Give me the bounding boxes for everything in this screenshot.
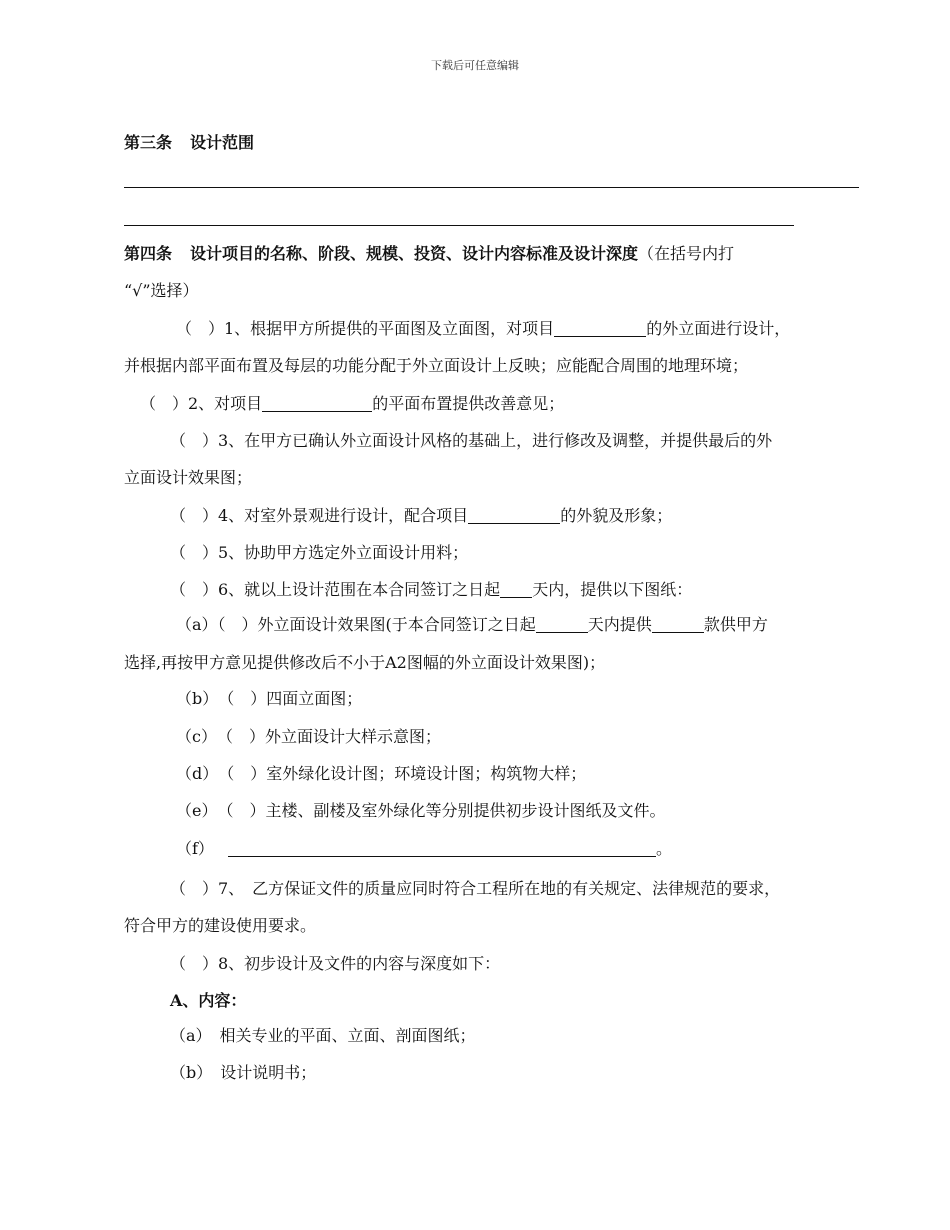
item7-line2: 符合甲方的建设使用要求。 [124,916,317,935]
article4-title: 第四条 [124,244,173,263]
item2-line [140,393,564,415]
item1-line2: 并根据内部平面布置及每层的功能分配于外立面设计上反映；应能配合周围的地理环境； [124,356,749,375]
article3-title: 第三条 [124,133,173,152]
item7-line1: （ ）7、 乙方保证文件的质量应同时符合工程所在地的有关规定、法律规范的要求， [170,879,781,898]
item1-text-b: 的外立面进行设计， [646,319,791,338]
subitem-f [176,838,672,860]
blank-line-1 [124,187,859,188]
contents-title: A、内容： [170,991,247,1010]
subitem-a-line2: 选择,再按甲方意见提供修改后不小于A2图幅的外立面设计效果图)； [124,653,606,672]
subitem-a-text-b: 天内提供 [587,615,652,634]
item3-line2: 立面设计效果图； [124,468,253,487]
subitem-e: （e） （ ）主楼、副楼及室外绿化等分别提供初步设计图纸及文件。 [176,801,666,820]
article4-heading-text: 设计项目的名称、阶段、规模、投资、设计内容标准及设计深度 [190,244,639,263]
article3-subtitle: 设计范围 [190,133,255,152]
days-blank-1 [500,581,532,598]
contents-a: （a） 相关专业的平面、立面、剖面图纸； [170,1026,476,1045]
item4-text-a: （ ）4、对室外景观进行设计，配合项目 [170,506,469,525]
item3-line1: （ ）3、在甲方已确认外立面设计风格的基础上，进行修改及调整，并提供最后的外 [170,431,773,450]
subitem-a-text-a: （a）（ ）外立面设计效果图(于本合同签订之日起 [176,615,536,634]
subitem-b: （b） （ ）四面立面图； [176,689,363,708]
item6-text-b: 天内，提供以下图纸： [532,580,693,599]
item2-text-a: （ ）2、对项目 [140,394,263,413]
count-blank [652,616,704,633]
item6-text-a: （ ）6、就以上设计范围在本合同签订之日起 [170,580,501,599]
project-name-blank-2 [262,395,372,412]
item5-line: （ ）5、协助甲方选定外立面设计用料； [170,543,469,562]
subitem-c: （c） （ ）外立面设计大样示意图； [176,727,441,746]
item2-text-b: 的平面布置提供改善意见； [372,394,565,413]
subitem-f-end: 。 [655,839,672,858]
blank-line-2 [124,225,794,226]
item1-line1 [176,318,790,340]
subitem-f-label: （f） [176,839,214,858]
project-name-blank-1 [554,320,646,337]
subitem-a-line1 [176,614,768,636]
project-name-blank-3 [468,507,560,524]
item6-line [170,579,692,601]
item4-line [170,505,672,527]
days-blank-2 [536,616,588,633]
contents-b: （b） 设计说明书； [170,1063,317,1082]
other-drawings-blank [228,840,656,857]
item8-line: （ ）8、初步设计及文件的内容与深度如下： [170,954,501,973]
article4-heading [124,243,734,265]
subitem-a-text-c: 款供甲方 [703,615,768,634]
article3-heading [124,132,254,154]
article4-note: （在括号内打 [638,244,735,263]
item1-text-a: （ ）1、根据甲方所提供的平面图及立面图，对项目 [176,319,555,338]
page-header: 下载后可任意编辑 [431,59,519,72]
article4-note-cont: “√”选择） [124,281,199,300]
item4-text-b: 的外貌及形象； [560,506,673,525]
subitem-d: （d） （ ）室外绿化设计图；环境设计图；构筑物大样； [176,764,587,783]
